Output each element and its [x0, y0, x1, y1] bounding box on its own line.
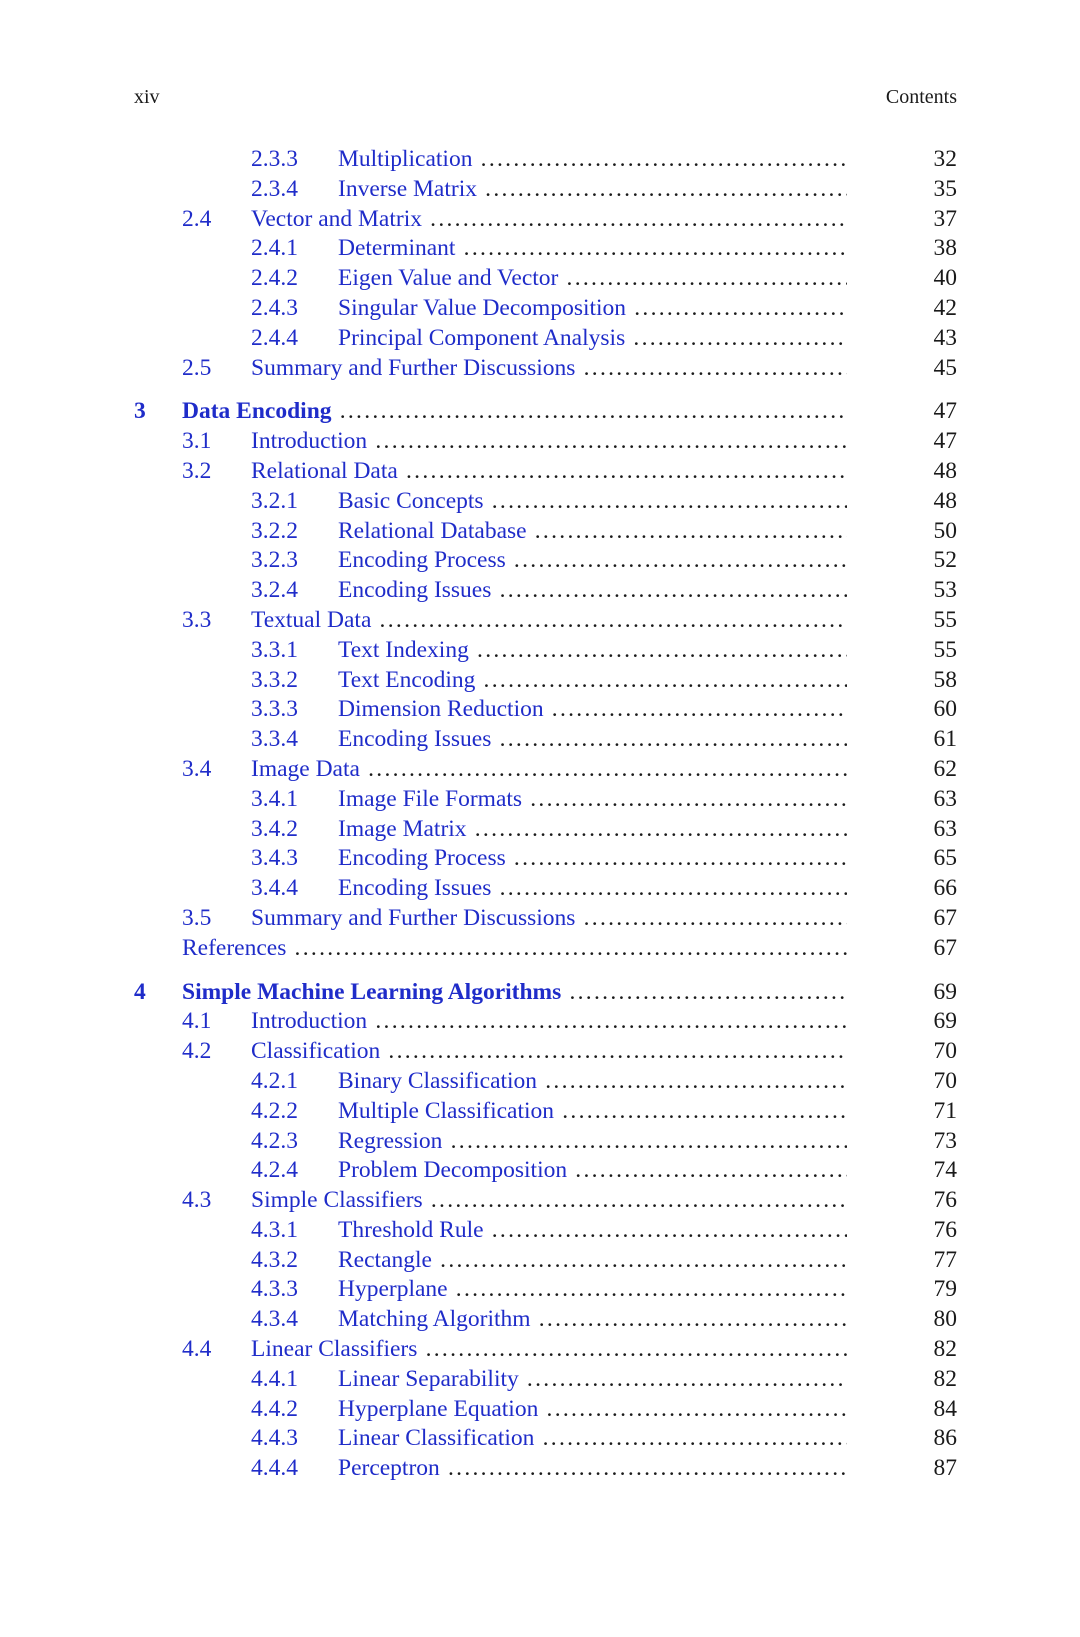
toc-entry-subsection[interactable] — [134, 145, 957, 175]
toc-entry-title[interactable]: Principal Component Analysis — [338, 324, 626, 351]
toc-entry-number[interactable]: 4.3.2 — [251, 1246, 298, 1273]
toc-entry-title-link[interactable] — [251, 904, 847, 934]
toc-entry-page: 32 — [933, 146, 957, 172]
toc-entry-title-link[interactable] — [338, 785, 847, 815]
toc-entry-title[interactable]: Dimension Reduction — [338, 696, 544, 723]
toc-entry-number[interactable]: 3.2.4 — [251, 577, 298, 604]
toc-entry-subsection[interactable] — [134, 294, 957, 324]
toc-entry-title[interactable]: Multiplication — [338, 146, 473, 172]
toc-entry-page: 35 — [933, 175, 957, 202]
toc-entry-number[interactable]: 3.1 — [182, 428, 212, 455]
toc-entry-title[interactable]: Inverse Matrix — [338, 175, 477, 202]
toc-entry-number[interactable]: 2.4 — [182, 205, 212, 232]
toc-entry-title-link[interactable] — [338, 234, 847, 264]
toc-entry-subsection[interactable] — [134, 785, 957, 815]
toc-entry-number[interactable]: 2.5 — [182, 354, 212, 381]
toc-entry-chapter[interactable] — [134, 397, 957, 427]
toc-entry-number[interactable]: 4.2.4 — [251, 1157, 298, 1184]
toc-entry-title-link[interactable] — [251, 354, 847, 384]
toc-entry-page: 52 — [933, 547, 957, 574]
toc-entry-page: 74 — [933, 1157, 957, 1184]
toc-entry-page: 69 — [933, 1008, 957, 1035]
toc-entry-section[interactable] — [134, 1186, 957, 1216]
toc-entry-number[interactable]: 4.4.3 — [251, 1425, 298, 1452]
toc-entry-title[interactable]: Encoding Process — [338, 547, 506, 574]
toc-entry-section[interactable] — [134, 1007, 957, 1037]
toc-entry-page: 80 — [933, 1306, 957, 1333]
toc-entry-title[interactable]: Vector and Matrix — [251, 205, 422, 232]
toc-entry-page: 40 — [933, 265, 957, 292]
toc-entry-page: 47 — [933, 428, 957, 455]
toc-entry-page: 53 — [933, 577, 957, 604]
toc-entry-subsection[interactable] — [134, 666, 957, 696]
toc-entry-page: 58 — [933, 666, 957, 693]
toc-entry-page: 38 — [933, 235, 957, 262]
toc-entry-title-link[interactable] — [338, 145, 847, 175]
toc-entry-title-link[interactable] — [338, 1275, 847, 1305]
toc-entry-title[interactable]: Encoding Issues — [338, 726, 492, 753]
toc-entry-title-link[interactable] — [338, 1454, 847, 1484]
toc-entry-title-link[interactable] — [338, 636, 847, 666]
toc-entry-title-link[interactable] — [251, 1335, 847, 1365]
toc-entry-title-link[interactable] — [338, 1097, 847, 1127]
toc-entry-title[interactable]: Textual Data — [251, 606, 372, 633]
toc-entry-page: 70 — [933, 1067, 957, 1094]
toc-entry-title-link[interactable] — [251, 755, 847, 785]
toc-entry-number[interactable]: 4.4.4 — [251, 1455, 298, 1482]
toc-entry-number[interactable]: 4.3.3 — [251, 1276, 298, 1303]
toc-entry-subsection[interactable] — [134, 264, 957, 294]
toc-entry-title[interactable]: Basic Concepts — [338, 487, 484, 514]
toc-entry-page: 60 — [933, 696, 957, 723]
table-of-contents — [134, 145, 957, 1484]
toc-entry-number[interactable]: 3.2.1 — [251, 487, 298, 514]
toc-entry-page: 62 — [933, 755, 957, 782]
toc-entry-section[interactable] — [134, 1335, 957, 1365]
toc-entry-number[interactable]: 2.4.3 — [251, 294, 298, 321]
toc-entry-title-link[interactable] — [251, 606, 847, 636]
toc-entry-section[interactable] — [134, 1037, 957, 1067]
toc-entry-page: 84 — [933, 1395, 957, 1422]
toc-entry-section[interactable] — [134, 354, 957, 384]
toc-entry-page: 70 — [933, 1038, 957, 1065]
toc-entry-number[interactable]: 4.4.1 — [251, 1365, 298, 1392]
toc-entry-title[interactable]: Data Encoding — [182, 398, 332, 425]
toc-entry-number[interactable]: 4.4.2 — [251, 1395, 298, 1422]
toc-entry-title[interactable]: Encoding Issues — [338, 875, 492, 902]
toc-entry-title-link[interactable] — [338, 1424, 847, 1454]
toc-entry-number[interactable]: 2.4.4 — [251, 324, 298, 351]
toc-entry-subsection[interactable] — [134, 1454, 957, 1484]
toc-entry-page: 63 — [933, 785, 957, 812]
toc-entry-section[interactable] — [134, 205, 957, 235]
toc-entry-number[interactable]: 4.1 — [182, 1008, 212, 1035]
toc-entry-title[interactable]: Multiple Classification — [338, 1097, 555, 1124]
toc-entry-title-link[interactable] — [338, 487, 847, 517]
toc-entry-title-link[interactable] — [338, 1127, 847, 1157]
toc-entry-number[interactable]: 3.4.3 — [251, 845, 298, 872]
toc-entry-title-link[interactable] — [251, 1186, 847, 1216]
toc-entry-number[interactable]: 4.3.1 — [251, 1216, 298, 1243]
toc-entry-number[interactable]: 3.2.3 — [251, 547, 298, 574]
toc-entry-subsection[interactable] — [134, 1424, 957, 1454]
toc-entry-subsection[interactable] — [134, 324, 957, 354]
toc-entry-number[interactable]: 2.3.3 — [251, 146, 298, 172]
toc-entry-subsection[interactable] — [134, 487, 957, 517]
toc-entry-number[interactable]: 4.2.1 — [251, 1067, 298, 1094]
toc-entry-chapter[interactable] — [134, 978, 957, 1008]
toc-entry-section[interactable] — [134, 606, 957, 636]
toc-entry-number[interactable]: 3 — [134, 398, 146, 425]
toc-entry-title-link[interactable] — [338, 874, 847, 904]
toc-entry-page: 43 — [933, 324, 957, 351]
toc-entry-subsection[interactable] — [134, 844, 957, 874]
toc-entry-subsection[interactable] — [134, 1216, 957, 1246]
toc-entry-subsection[interactable] — [134, 175, 957, 205]
toc-entry-section[interactable] — [134, 755, 957, 785]
toc-entry-title[interactable]: Determinant — [338, 235, 456, 262]
toc-entry-page: 55 — [933, 606, 957, 633]
toc-entry-subsection[interactable] — [134, 234, 957, 264]
toc-entry-title[interactable]: Summary and Further Discussions — [251, 354, 576, 381]
toc-entry-title[interactable]: Text Encoding — [338, 666, 476, 693]
running-head — [134, 86, 957, 116]
toc-entry-section[interactable] — [134, 457, 957, 487]
toc-entry-title[interactable]: References — [182, 934, 287, 961]
toc-entry-subsection[interactable] — [134, 576, 957, 606]
toc-entry-title-link[interactable] — [338, 324, 847, 354]
toc-entry-title-link[interactable] — [338, 175, 847, 205]
toc-entry-number[interactable]: 3.3.3 — [251, 696, 298, 723]
toc-entry-references[interactable] — [134, 934, 957, 964]
toc-entry-title-link[interactable] — [251, 1037, 847, 1067]
toc-entry-title-link[interactable] — [251, 205, 847, 235]
toc-entry-subsection[interactable] — [134, 517, 957, 547]
toc-entry-page: 48 — [933, 457, 957, 484]
toc-entry-title[interactable]: Singular Value Decomposition — [338, 294, 627, 321]
toc-entry-title[interactable]: Binary Classification — [338, 1067, 538, 1094]
toc-entry-title[interactable]: Matching Algorithm — [338, 1306, 531, 1333]
toc-entry-title-link[interactable] — [338, 844, 847, 874]
toc-entry-title[interactable]: Problem Decomposition — [338, 1157, 568, 1184]
page-number: xiv — [134, 86, 160, 108]
toc-entry-title-link[interactable] — [338, 1246, 847, 1276]
toc-entry-title-link[interactable] — [338, 725, 847, 755]
toc-entry-number[interactable]: 3.4.1 — [251, 785, 298, 812]
toc-entry-page: 86 — [933, 1425, 957, 1452]
toc-entry-title[interactable]: Regression — [338, 1127, 443, 1154]
toc-entry-page: 42 — [933, 294, 957, 321]
toc-entry-title[interactable]: Image File Formats — [338, 785, 523, 812]
toc-entry-page: 45 — [933, 354, 957, 381]
toc-entry-number[interactable]: 4 — [134, 978, 146, 1005]
toc-entry-title[interactable]: Simple Machine Learning Algorithms — [182, 978, 562, 1005]
toc-entry-number[interactable]: 3.3.1 — [251, 636, 298, 663]
toc-entry-title[interactable]: Summary and Further Discussions — [251, 904, 576, 931]
toc-entry-title[interactable]: Encoding Issues — [338, 577, 492, 604]
toc-entry-page: 71 — [933, 1097, 957, 1124]
toc-entry-number[interactable]: 2.4.1 — [251, 235, 298, 262]
toc-entry-page: 50 — [933, 517, 957, 544]
toc-entry-number[interactable]: 4.3 — [182, 1187, 212, 1214]
toc-entry-number[interactable]: 4.2.2 — [251, 1097, 298, 1124]
toc-entry-title-link[interactable] — [338, 1365, 847, 1395]
toc-entry-title[interactable]: Introduction — [251, 1008, 368, 1035]
toc-entry-page: 79 — [933, 1276, 957, 1303]
toc-entry-number[interactable]: 3.2 — [182, 457, 212, 484]
toc-entry-subsection[interactable] — [134, 725, 957, 755]
toc-entry-number[interactable]: 3.2.2 — [251, 517, 298, 544]
toc-entry-title[interactable]: Simple Classifiers — [251, 1187, 423, 1214]
toc-entry-subsection[interactable] — [134, 695, 957, 725]
toc-entry-page: 66 — [933, 875, 957, 902]
toc-entry-subsection[interactable] — [134, 815, 957, 845]
toc-entry-page: 76 — [933, 1187, 957, 1214]
toc-entry-title[interactable]: Text Indexing — [338, 636, 469, 663]
toc-entry-title[interactable]: Threshold Rule — [338, 1216, 484, 1243]
toc-entry-number[interactable]: 3.4.2 — [251, 815, 298, 842]
toc-entry-page: 61 — [933, 726, 957, 753]
toc-entry-page: 67 — [933, 904, 957, 931]
toc-entry-subsection[interactable] — [134, 546, 957, 576]
toc-entry-page: 82 — [933, 1336, 957, 1363]
running-title: Contents — [885, 86, 957, 108]
toc-entry-number[interactable]: 4.2.3 — [251, 1127, 298, 1154]
toc-entry-number[interactable]: 4.2 — [182, 1038, 212, 1065]
toc-entry-number[interactable]: 2.4.2 — [251, 265, 298, 292]
toc-entry-subsection[interactable] — [134, 1395, 957, 1425]
toc-entry-title[interactable]: Image Matrix — [338, 815, 467, 842]
toc-entry-title-link[interactable] — [338, 666, 847, 696]
toc-entry-page: 69 — [933, 978, 957, 1005]
toc-entry-page: 82 — [933, 1365, 957, 1392]
toc-entry-page: 55 — [933, 636, 957, 663]
toc-entry-subsection[interactable] — [134, 874, 957, 904]
toc-entry-number[interactable]: 3.3.4 — [251, 726, 298, 753]
toc-entry-subsection[interactable] — [134, 1275, 957, 1305]
toc-entry-page: 87 — [933, 1455, 957, 1482]
toc-entry-subsection[interactable] — [134, 1246, 957, 1276]
toc-entry-title-link[interactable] — [338, 546, 847, 576]
toc-entry-number[interactable]: 3.3.2 — [251, 666, 298, 693]
toc-entry-page: 47 — [933, 398, 957, 425]
toc-entry-title-link[interactable] — [251, 457, 847, 487]
toc-entry-subsection[interactable] — [134, 1156, 957, 1186]
toc-entry-title-link[interactable] — [182, 934, 847, 964]
toc-entry-title[interactable]: Relational Data — [251, 457, 398, 484]
toc-entry-title[interactable]: Linear Classifiers — [251, 1336, 418, 1363]
toc-entry-subsection[interactable] — [134, 1127, 957, 1157]
toc-entry-title-link[interactable] — [251, 1007, 847, 1037]
toc-entry-subsection[interactable] — [134, 1365, 957, 1395]
toc-entry-subsection[interactable] — [134, 1305, 957, 1335]
toc-entry-title[interactable]: Hyperplane Equation — [338, 1395, 539, 1422]
toc-entry-title[interactable]: Classification — [251, 1038, 381, 1065]
toc-entry-title[interactable]: Linear Classification — [338, 1425, 535, 1452]
toc-entry-number[interactable]: 3.4.4 — [251, 875, 298, 902]
toc-entry-title-link[interactable] — [182, 397, 847, 427]
toc-entry-page: 76 — [933, 1216, 957, 1243]
toc-entry-title-link[interactable] — [182, 978, 847, 1008]
toc-entry-page: 37 — [933, 205, 957, 232]
toc-entry-title-link[interactable] — [338, 517, 847, 547]
toc-entry-title-link[interactable] — [338, 1156, 847, 1186]
toc-entry-title-link[interactable] — [338, 815, 847, 845]
toc-entry-number[interactable]: 3.3 — [182, 606, 212, 633]
toc-entry-title[interactable]: Introduction — [251, 428, 368, 455]
toc-entry-title-link[interactable] — [338, 576, 847, 606]
toc-entry-number[interactable]: 3.5 — [182, 904, 212, 931]
toc-entry-subsection[interactable] — [134, 1097, 957, 1127]
toc-entry-number[interactable]: 3.4 — [182, 755, 212, 782]
toc-entry-page: 65 — [933, 845, 957, 872]
toc-entry-title[interactable]: Rectangle — [338, 1246, 432, 1273]
toc-entry-title[interactable]: Hyperplane — [338, 1276, 448, 1303]
toc-entry-page: 48 — [933, 487, 957, 514]
toc-entry-title-link[interactable] — [338, 695, 847, 725]
toc-entry-number[interactable]: 4.3.4 — [251, 1306, 298, 1333]
toc-entry-title-link[interactable] — [338, 264, 847, 294]
toc-entry-title[interactable]: Encoding Process — [338, 845, 506, 872]
toc-entry-title-link[interactable] — [338, 1067, 847, 1097]
toc-entry-page: 63 — [933, 815, 957, 842]
toc-entry-page: 73 — [933, 1127, 957, 1154]
toc-entry-title[interactable]: Eigen Value and Vector — [338, 265, 559, 292]
toc-entry-number[interactable]: 4.4 — [182, 1336, 212, 1363]
toc-entry-title[interactable]: Linear Separability — [338, 1365, 519, 1392]
toc-entry-number[interactable]: 2.3.4 — [251, 175, 298, 202]
toc-entry-title-link[interactable] — [338, 1305, 847, 1335]
toc-entry-title[interactable]: Relational Database — [338, 517, 527, 544]
toc-entry-title-link[interactable] — [338, 294, 847, 324]
toc-entry-section[interactable] — [134, 904, 957, 934]
toc-entry-title-link[interactable] — [338, 1216, 847, 1246]
toc-entry-page: 77 — [933, 1246, 957, 1273]
toc-entry-subsection[interactable] — [134, 1067, 957, 1097]
toc-entry-page: 67 — [933, 934, 957, 961]
toc-entry-title-link[interactable] — [251, 427, 847, 457]
toc-entry-title-link[interactable] — [338, 1395, 847, 1425]
toc-entry-title[interactable]: Image Data — [251, 755, 360, 782]
toc-entry-section[interactable] — [134, 427, 957, 457]
toc-entry-title[interactable]: Perceptron — [338, 1455, 440, 1482]
toc-entry-subsection[interactable] — [134, 636, 957, 666]
